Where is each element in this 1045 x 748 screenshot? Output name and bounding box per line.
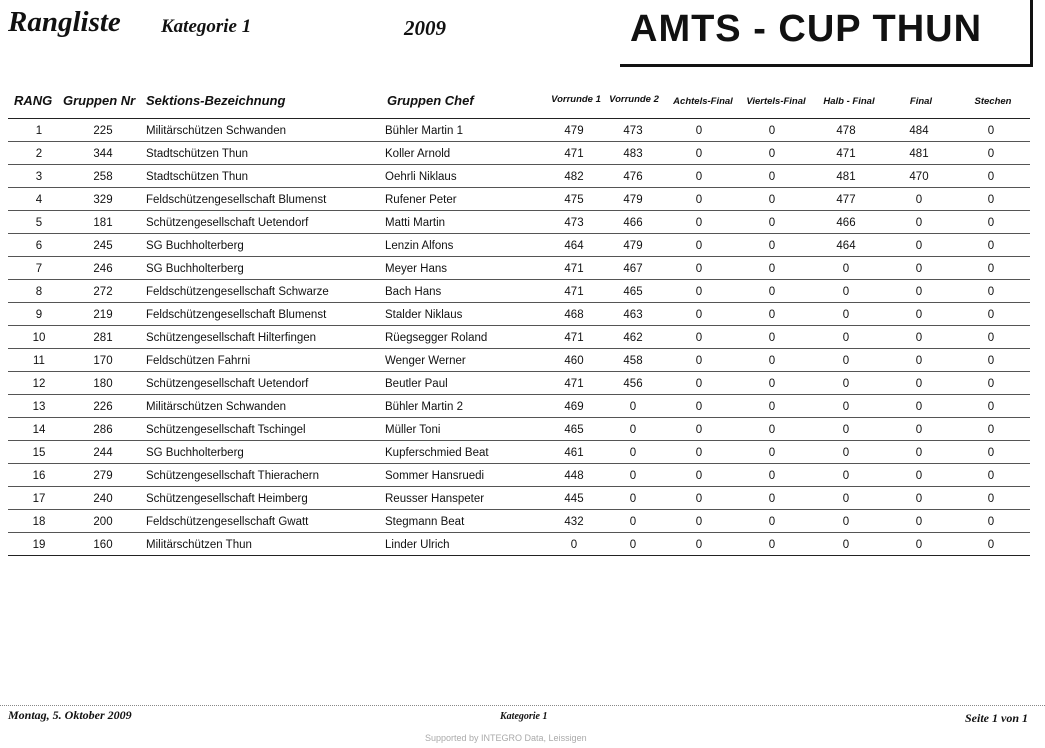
cell-viertel: 0 [768,447,776,459]
cell-halb: 0 [842,332,850,344]
cell-gruppen-nr: 200 [93,516,113,528]
table-row [8,142,1030,165]
cell-chef: Linder Ulrich [385,539,450,551]
cell-halb: 0 [842,424,850,436]
col-header-halb: Halb - Final [823,96,875,107]
cell-vorrunde2: 467 [623,263,643,275]
cell-rang: 11 [33,355,45,367]
year-label: 2009 [404,16,446,40]
cell-achtel: 0 [695,332,703,344]
cell-gruppen-nr: 258 [93,171,113,183]
table-row [8,418,1030,441]
cell-achtel: 0 [695,516,703,528]
cell-gruppen-nr: 344 [93,148,113,160]
cell-rang: 14 [32,424,46,436]
cell-achtel: 0 [695,424,703,436]
cell-rang: 2 [35,148,43,160]
cell-halb: 0 [842,355,850,367]
cell-sektion: Feldschützengesellschaft Schwarze [146,286,329,298]
cell-rang: 6 [35,240,43,252]
cell-gruppen-nr: 170 [93,355,113,367]
cell-vorrunde1: 461 [564,447,584,459]
cell-achtel: 0 [695,148,703,160]
cell-vorrunde2: 0 [629,424,637,436]
cell-sektion: SG Buchholterberg [146,447,244,459]
cell-rang: 9 [35,309,43,321]
cell-sektion: Feldschützengesellschaft Blumenst [146,309,327,321]
cell-final: 0 [915,516,923,528]
cell-rang: 10 [32,332,46,344]
cell-rang: 16 [32,470,46,482]
cell-vorrunde1: 471 [564,378,584,390]
cell-achtel: 0 [695,447,703,459]
cell-vorrunde2: 466 [623,217,643,229]
cell-stechen: 0 [987,125,995,137]
cell-final: 0 [915,401,923,413]
cell-final: 481 [909,148,929,160]
cell-vorrunde2: 462 [623,332,643,344]
cell-final: 484 [909,125,929,137]
cell-halb: 464 [836,240,856,252]
cell-viertel: 0 [768,125,776,137]
cell-gruppen-nr: 245 [93,240,113,252]
cell-viertel: 0 [768,355,776,367]
cell-halb: 0 [842,263,850,275]
cell-final: 470 [909,171,929,183]
cell-viertel: 0 [768,539,776,551]
cell-vorrunde2: 456 [623,378,643,390]
cell-rang: 8 [35,286,43,298]
cell-halb: 0 [842,516,850,528]
cell-viertel: 0 [768,263,776,275]
cell-halb: 0 [842,493,850,505]
cell-chef: Bach Hans [385,286,442,298]
col-header-sektion: Sektions-Bezeichnung [146,93,286,108]
cell-gruppen-nr: 181 [93,217,113,229]
cell-rang: 12 [32,378,46,390]
cell-vorrunde1: 473 [564,217,584,229]
cell-stechen: 0 [987,332,995,344]
cell-chef: Rufener Peter [385,194,457,206]
cell-chef: Sommer Hansruedi [385,470,485,482]
cell-chef: Matti Martin [385,217,446,229]
col-header-final: Final [909,96,933,107]
cell-stechen: 0 [987,309,995,321]
footer-date: Montag, 5. Oktober 2009 [8,708,132,722]
cell-vorrunde1: 471 [564,148,584,160]
supported-by-note: Supported by INTEGRO Data, Leissigen [425,733,587,743]
cell-vorrunde2: 0 [629,470,637,482]
cell-halb: 478 [836,125,856,137]
table-row [8,487,1030,510]
brand-box [620,0,1033,67]
cell-achtel: 0 [695,286,703,298]
cell-sektion: Schützengesellschaft Uetendorf [146,217,309,229]
cell-viertel: 0 [768,194,776,206]
cell-viertel: 0 [768,424,776,436]
page-title: Rangliste [8,6,121,38]
table-row [8,188,1030,211]
cell-achtel: 0 [695,355,703,367]
cell-vorrunde2: 483 [623,148,643,160]
cell-final: 0 [915,539,923,551]
footer-page: Seite 1 von 1 [965,711,1028,725]
cell-sektion: Feldschützengesellschaft Gwatt [146,516,309,528]
cell-final: 0 [915,263,923,275]
cell-rang: 7 [35,263,43,275]
cell-gruppen-nr: 226 [93,401,113,413]
cell-halb: 0 [842,286,850,298]
cell-halb: 471 [836,148,856,160]
cell-chef: Rüegsegger Roland [385,332,488,344]
cell-sektion: SG Buchholterberg [146,240,244,252]
cell-vorrunde1: 482 [564,171,584,183]
cell-vorrunde2: 476 [623,171,643,183]
cell-final: 0 [915,355,923,367]
cell-stechen: 0 [987,470,995,482]
cell-chef: Reusser Hanspeter [385,493,485,505]
cell-viertel: 0 [768,217,776,229]
cell-final: 0 [915,493,923,505]
table-row [8,257,1030,280]
cell-stechen: 0 [987,355,995,367]
cell-viertel: 0 [768,309,776,321]
cell-stechen: 0 [987,539,995,551]
cell-vorrunde1: 479 [564,125,584,137]
footer-divider [0,705,1045,706]
cell-gruppen-nr: 219 [93,309,113,321]
table-row [8,372,1030,395]
cell-viertel: 0 [768,516,776,528]
cell-halb: 0 [842,539,850,551]
cell-vorrunde2: 458 [623,355,643,367]
cell-achtel: 0 [695,125,703,137]
cell-sektion: Schützengesellschaft Hilterfingen [146,332,317,344]
cell-halb: 0 [842,470,850,482]
col-header-rang: RANG [14,93,53,108]
cell-chef: Meyer Hans [385,263,447,275]
col-header-gruppen-nr: Gruppen Nr [63,93,136,108]
category-label: Kategorie 1 [161,16,252,37]
cell-stechen: 0 [987,194,995,206]
cell-final: 0 [915,217,923,229]
cell-viertel: 0 [768,148,776,160]
cell-halb: 0 [842,309,850,321]
cell-halb: 466 [836,217,856,229]
cell-rang: 17 [32,493,46,505]
cell-vorrunde2: 463 [623,309,643,321]
cell-achtel: 0 [695,470,703,482]
col-header-vorrunde2: Vorrunde 2 [609,94,659,105]
cell-vorrunde1: 460 [564,355,584,367]
cell-vorrunde1: 471 [564,263,584,275]
cell-stechen: 0 [987,447,995,459]
cell-stechen: 0 [987,148,995,160]
cell-vorrunde1: 471 [564,332,584,344]
col-header-viertel: Viertels-Final [746,96,806,107]
cell-rang: 19 [32,539,46,551]
cell-vorrunde2: 0 [629,493,637,505]
cell-rang: 15 [32,447,46,459]
cell-vorrunde2: 473 [623,125,643,137]
cell-vorrunde2: 479 [623,240,643,252]
cell-chef: Oehrli Niklaus [385,171,457,183]
cell-viertel: 0 [768,332,776,344]
cell-stechen: 0 [987,424,995,436]
cell-sektion: Stadtschützen Thun [146,171,249,183]
cell-sektion: Schützengesellschaft Heimberg [146,493,308,505]
cell-sektion: Feldschützen Fahrni [146,355,251,367]
cell-vorrunde1: 0 [570,539,578,551]
cell-viertel: 0 [768,401,776,413]
cell-gruppen-nr: 246 [93,263,113,275]
table-row [8,533,1030,556]
cell-vorrunde2: 0 [629,447,637,459]
table-row [8,326,1030,349]
brand-title: AMTS - CUP THUN [630,8,983,50]
cell-final: 0 [915,447,923,459]
cell-final: 0 [915,286,923,298]
footer-category: Kategorie 1 [500,711,548,722]
cell-stechen: 0 [987,378,995,390]
cell-gruppen-nr: 329 [93,194,113,206]
table-row [8,234,1030,257]
cell-chef: Kupferschmied Beat [385,447,489,459]
cell-rang: 13 [32,401,46,413]
cell-chef: Müller Toni [385,424,441,436]
col-header-vorrunde1: Vorrunde 1 [551,94,601,105]
cell-gruppen-nr: 279 [93,470,113,482]
cell-final: 0 [915,194,923,206]
cell-sektion: Militärschützen Schwanden [146,401,286,413]
cell-achtel: 0 [695,217,703,229]
cell-rang: 5 [35,217,43,229]
col-header-stechen: Stechen [974,96,1012,107]
cell-sektion: Schützengesellschaft Uetendorf [146,378,309,390]
cell-sektion: Schützengesellschaft Thierachern [146,470,320,482]
cell-vorrunde2: 0 [629,539,637,551]
col-header-chef: Gruppen Chef [387,93,474,108]
cell-vorrunde1: 445 [564,493,584,505]
cell-chef: Koller Arnold [385,148,451,160]
cell-vorrunde2: 0 [629,516,637,528]
cell-gruppen-nr: 225 [93,125,113,137]
cell-gruppen-nr: 272 [93,286,113,298]
cell-vorrunde1: 468 [564,309,584,321]
cell-vorrunde2: 479 [623,194,643,206]
cell-vorrunde2: 0 [629,401,637,413]
table-row [8,118,1030,142]
cell-chef: Beutler Paul [385,378,448,390]
cell-vorrunde1: 464 [564,240,584,252]
table-row [8,441,1030,464]
cell-final: 0 [915,424,923,436]
cell-achtel: 0 [695,194,703,206]
cell-vorrunde1: 448 [564,470,584,482]
cell-achtel: 0 [695,539,703,551]
cell-viertel: 0 [768,286,776,298]
cell-gruppen-nr: 180 [93,378,113,390]
cell-sektion: Militärschützen Schwanden [146,125,286,137]
cell-sektion: Schützengesellschaft Tschingel [146,424,306,436]
cell-stechen: 0 [987,240,995,252]
table-row [8,303,1030,326]
cell-achtel: 0 [695,401,703,413]
cell-rang: 4 [35,194,43,206]
cell-vorrunde2: 465 [623,286,643,298]
cell-gruppen-nr: 160 [93,539,113,551]
cell-viertel: 0 [768,493,776,505]
cell-stechen: 0 [987,171,995,183]
cell-vorrunde1: 475 [564,194,584,206]
table-row [8,280,1030,303]
cell-viertel: 0 [768,378,776,390]
cell-sektion: Militärschützen Thun [146,539,252,551]
cell-halb: 477 [836,194,856,206]
cell-vorrunde1: 432 [564,516,584,528]
cell-gruppen-nr: 240 [93,493,113,505]
cell-gruppen-nr: 286 [93,424,113,436]
table-row [8,165,1030,188]
cell-stechen: 0 [987,217,995,229]
cell-chef: Bühler Martin 2 [385,401,463,413]
cell-gruppen-nr: 281 [93,332,113,344]
cell-final: 0 [915,378,923,390]
cell-chef: Lenzin Alfons [385,240,454,252]
cell-achtel: 0 [695,240,703,252]
cell-chef: Wenger Werner [385,355,466,367]
cell-stechen: 0 [987,401,995,413]
cell-achtel: 0 [695,309,703,321]
table-row [8,211,1030,234]
cell-final: 0 [915,240,923,252]
table-row [8,510,1030,533]
cell-viertel: 0 [768,240,776,252]
cell-chef: Bühler Martin 1 [385,125,463,137]
ranking-table [8,118,1030,556]
cell-final: 0 [915,332,923,344]
cell-halb: 0 [842,378,850,390]
cell-sektion: SG Buchholterberg [146,263,244,275]
cell-stechen: 0 [987,263,995,275]
cell-achtel: 0 [695,493,703,505]
table-row [8,349,1030,372]
table-row [8,395,1030,418]
cell-sektion: Stadtschützen Thun [146,148,249,160]
cell-rang: 3 [35,171,43,183]
cell-stechen: 0 [987,286,995,298]
cell-halb: 0 [842,401,850,413]
cell-final: 0 [915,470,923,482]
col-header-achtel: Achtels-Final [673,96,733,107]
cell-achtel: 0 [695,263,703,275]
cell-vorrunde1: 465 [564,424,584,436]
cell-stechen: 0 [987,516,995,528]
cell-vorrunde1: 471 [564,286,584,298]
cell-halb: 0 [842,447,850,459]
cell-halb: 481 [836,171,856,183]
cell-sektion: Feldschützengesellschaft Blumenst [146,194,327,206]
table-row [8,464,1030,487]
cell-achtel: 0 [695,171,703,183]
cell-viertel: 0 [768,470,776,482]
cell-gruppen-nr: 244 [93,447,113,459]
cell-chef: Stegmann Beat [385,516,465,528]
cell-final: 0 [915,309,923,321]
cell-viertel: 0 [768,171,776,183]
cell-rang: 1 [35,125,43,137]
cell-vorrunde1: 469 [564,401,584,413]
cell-stechen: 0 [987,493,995,505]
cell-rang: 18 [32,516,46,528]
cell-achtel: 0 [695,378,703,390]
cell-chef: Stalder Niklaus [385,309,463,321]
